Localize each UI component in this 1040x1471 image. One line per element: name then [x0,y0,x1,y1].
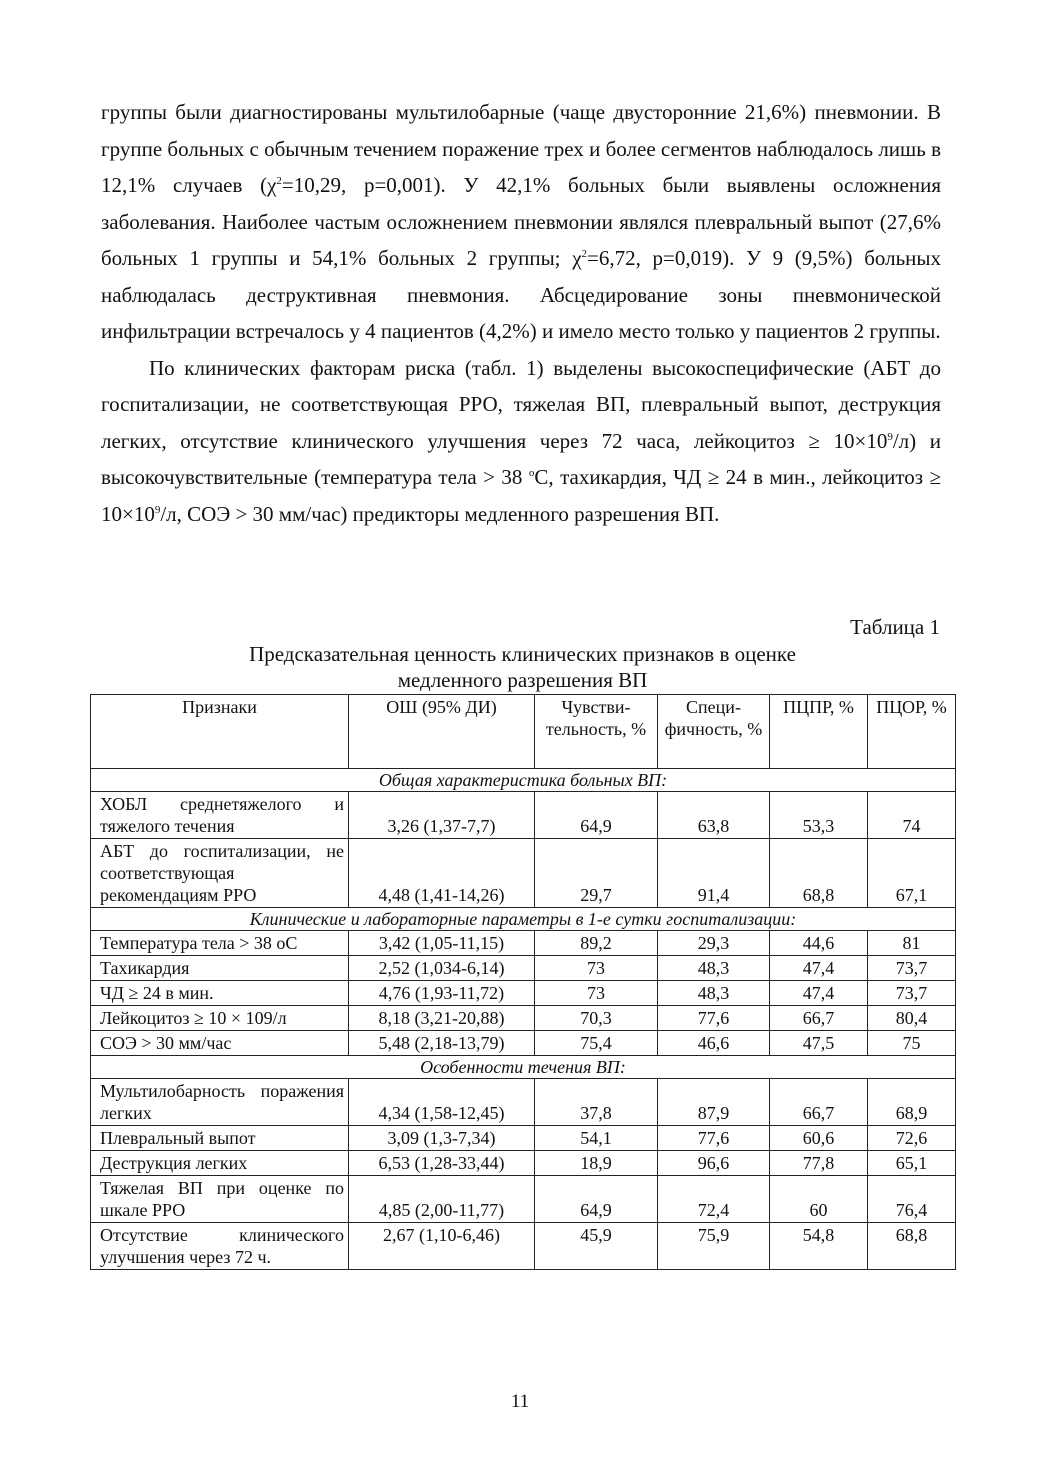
row-label: СОЭ > 30 мм/час [91,1031,349,1056]
cell-ppv: 53,3 [770,792,868,839]
cell-or: 3,09 (1,3-7,34) [349,1126,535,1151]
cell-npv: 74 [868,792,956,839]
p2-sup-2: о [528,467,535,479]
paragraph-1 [101,94,941,350]
table-title [90,641,955,693]
p1-sup-2: 2 [581,248,588,260]
table-row [91,839,956,908]
cell-npv: 73,7 [868,956,956,981]
header-cell: Специ-фичность, % [658,695,770,769]
section-title: Клинические и лабораторные параметры в 1-е сутки госпитализации: [91,908,956,931]
header-cell: ПЦПР, % [770,695,868,769]
table-row [91,1151,956,1176]
cell-npv: 65,1 [868,1151,956,1176]
p1-text-e: =6,72, p=0,019). У 9 (9,5%) больных наблюдалась деструктивная пневмония. Абсцедирование зоны пневмонической инфильтрации встречалось у 4 пациентов (4,2%) и имело место только у пациентов 2 группы. [101,246,942,343]
p2-text-a: По клинических факторам риска (табл. 1) выделены высокоспецифические (АБТ до госпитализации, не соответствующая РРО, тяжелая ВП, плевральный выпот, деструкция легких, отсутствие клинического улучшения через 72 часа, лейкоцитоз ≥ 10×10 [101,355,941,453]
cell-npv: 68,8 [868,1223,956,1270]
cell-ppv: 47,5 [770,1031,868,1056]
cell-npv: 73,7 [868,981,956,1006]
cell-spec: 72,4 [658,1176,770,1223]
predictors-table [90,694,956,1270]
cell-spec: 48,3 [658,956,770,981]
cell-or: 4,48 (1,41-14,26) [349,839,535,908]
cell-ppv: 47,4 [770,956,868,981]
cell-npv: 67,1 [868,839,956,908]
paragraph-2 [101,350,941,533]
cell-sens: 29,7 [535,839,658,908]
table-row [91,1031,956,1056]
header-cell: ОШ (95% ДИ) [349,695,535,769]
table-title-line-2: медленного разрешения ВП [397,668,648,692]
row-label: ХОБЛ среднетяжелого и тяжелого течения [91,792,349,839]
p2-text-e: С, тахикардия, ЧД ≥ 24 в мин., лейкоцитоз ≥ 10×10 [101,465,941,526]
cell-or: 5,48 (2,18-13,79) [349,1031,535,1056]
row-label: Лейкоцитоз ≥ 10 × 109/л [91,1006,349,1031]
cell-sens: 54,1 [535,1126,658,1151]
p2-text-g: /л, СОЭ > 30 мм/час) предикторы медленного разрешения ВП. [160,501,720,526]
cell-spec: 87,9 [658,1079,770,1126]
cell-spec: 96,6 [658,1151,770,1176]
cell-spec: 75,9 [658,1223,770,1270]
cell-or: 3,26 (1,37-7,7) [349,792,535,839]
table-row [91,956,956,981]
cell-ppv: 77,8 [770,1151,868,1176]
cell-or: 4,85 (2,00-11,77) [349,1176,535,1223]
table-row [91,1176,956,1223]
table-row [91,1006,956,1031]
cell-or: 8,18 (3,21-20,88) [349,1006,535,1031]
table-row [91,1126,956,1151]
cell-spec: 77,6 [658,1126,770,1151]
cell-or: 4,76 (1,93-11,72) [349,981,535,1006]
cell-or: 6,53 (1,28-33,44) [349,1151,535,1176]
cell-ppv: 60,6 [770,1126,868,1151]
cell-ppv: 60 [770,1176,868,1223]
section-title: Общая характеристика больных ВП: [91,769,956,792]
cell-sens: 75,4 [535,1031,658,1056]
cell-ppv: 44,6 [770,931,868,956]
cell-sens: 37,8 [535,1079,658,1126]
page-number: 11 [510,1391,530,1412]
row-label: Температура тела > 38 оС [91,931,349,956]
cell-npv: 80,4 [868,1006,956,1031]
cell-spec: 91,4 [658,839,770,908]
p2-sup-1: 9 [887,430,893,443]
table-title-line-1: Предсказательная ценность клинических признаков в оценке [249,642,796,666]
cell-spec: 29,3 [658,931,770,956]
section-row [91,908,956,931]
p1-sup-1: 2 [276,175,282,187]
table-row [91,1079,956,1126]
row-label: Отсутствие клинического улучшения через 72 ч. [91,1223,349,1270]
cell-ppv: 66,7 [770,1006,868,1031]
cell-ppv: 47,4 [770,981,868,1006]
body-text [101,94,941,532]
cell-ppv: 66,7 [770,1079,868,1126]
row-label: АБТ до госпитализации, не соответствующая рекомендациям РРО [91,839,349,908]
cell-or: 2,67 (1,10-6,46) [349,1223,535,1270]
cell-npv: 76,4 [868,1176,956,1223]
cell-or: 2,52 (1,034-6,14) [349,956,535,981]
row-label: Тяжелая ВП при оценке по шкале РРО [91,1176,349,1223]
table-row [91,792,956,839]
row-label: Мультилобарность поражения легких [91,1079,349,1126]
cell-or: 4,34 (1,58-12,45) [349,1079,535,1126]
cell-npv: 68,9 [868,1079,956,1126]
header-cell: Чувстви-тельность, % [535,695,658,769]
cell-sens: 73 [535,956,658,981]
section-row [91,769,956,792]
cell-spec: 63,8 [658,792,770,839]
cell-ppv: 54,8 [770,1223,868,1270]
cell-sens: 64,9 [535,792,658,839]
cell-npv: 75 [868,1031,956,1056]
cell-sens: 73 [535,981,658,1006]
cell-npv: 72,6 [868,1126,956,1151]
section-row [91,1056,956,1079]
cell-spec: 46,6 [658,1031,770,1056]
row-label: Тахикардия [91,956,349,981]
cell-ppv: 68,8 [770,839,868,908]
table-header-row [91,695,956,769]
row-label: Плевральный выпот [91,1126,349,1151]
header-cell: ПЦОР, % [868,695,956,769]
table-row [91,981,956,1006]
row-label: Деструкция легких [91,1151,349,1176]
cell-sens: 18,9 [535,1151,658,1176]
p1-text-a: группы были диагностированы мультилобарные (чаще двусторонние 21,6%) пневмонии. В группе больных с обычным течением поражение трех и более сегментов наблюдалось лишь в 12,1% случаев (χ [101,100,941,197]
cell-npv: 81 [868,931,956,956]
cell-sens: 89,2 [535,931,658,956]
cell-spec: 48,3 [658,981,770,1006]
row-label: ЧД ≥ 24 в мин. [91,981,349,1006]
cell-spec: 77,6 [658,1006,770,1031]
p2-sup-3: 9 [154,503,161,516]
cell-sens: 64,9 [535,1176,658,1223]
cell-sens: 45,9 [535,1223,658,1270]
cell-sens: 70,3 [535,1006,658,1031]
table-label: Таблица 1 [850,615,940,639]
table-row [91,931,956,956]
table-row [91,1223,956,1270]
header-cell: Признаки [91,695,349,769]
section-title: Особенности течения ВП: [91,1056,956,1079]
p2-text-c: /л) и высокочувствительные (температура тела > 38 [101,428,942,489]
cell-or: 3,42 (1,05-11,15) [349,931,535,956]
p1-text-c: =10,29, p=0,001). У 42,1% больных были выявлены осложнения заболевания. Наиболее частым осложнением пневмонии являлся плевральный выпот (27,6% больных 1 группы и 54,1% больных 2 группы; χ [101,173,941,270]
